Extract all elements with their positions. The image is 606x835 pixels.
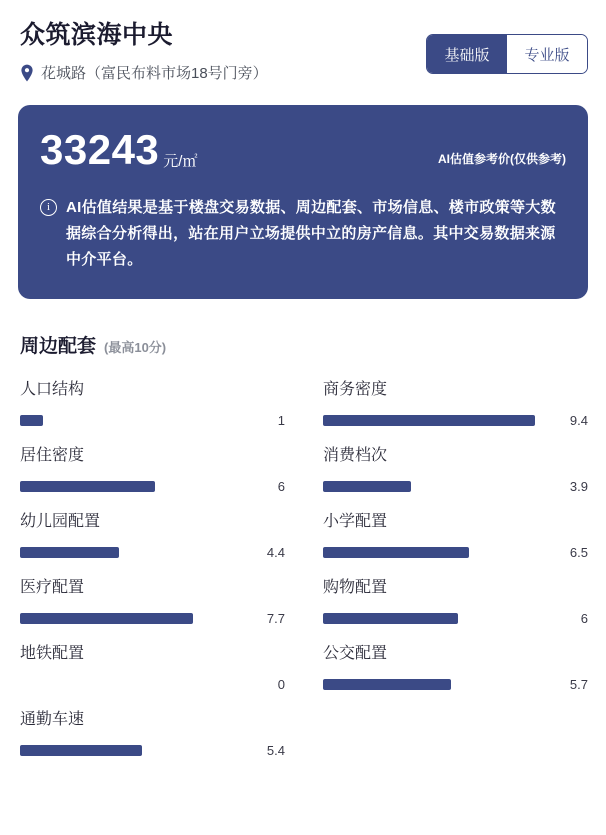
facility-value: 5.7 bbox=[569, 677, 588, 692]
price-unit: 元/㎡ bbox=[163, 153, 198, 170]
facility-item bbox=[323, 508, 588, 560]
tab-pro-version[interactable]: 专业版 bbox=[507, 35, 587, 73]
facility-value: 6 bbox=[580, 611, 588, 626]
price-note: AI估值参考价(仅供参考) bbox=[438, 152, 566, 166]
facility-label: 地铁配置 bbox=[20, 645, 85, 662]
facility-bar-fill bbox=[323, 547, 469, 558]
facility-bar-fill bbox=[323, 481, 411, 492]
facility-item bbox=[323, 574, 588, 626]
ai-valuation-card bbox=[18, 105, 588, 299]
facility-bar-track bbox=[323, 481, 548, 492]
facility-bar-row bbox=[20, 545, 285, 560]
facility-bar-track bbox=[20, 679, 245, 690]
facility-label: 公交配置 bbox=[323, 645, 388, 662]
page-header bbox=[18, 0, 588, 83]
facility-bar-fill bbox=[20, 745, 142, 756]
facility-bar-fill bbox=[20, 547, 119, 558]
price-value: 33243 bbox=[40, 126, 160, 173]
facility-value: 6 bbox=[277, 479, 285, 494]
valuation-description: AI估值结果是基于楼盘交易数据、周边配套、市场信息、楼市政策等大数据综合分析得出，站在用户立场提供中立的房产信息。其中交易数据来源中介平台。 bbox=[66, 199, 556, 268]
facility-bar-track bbox=[20, 745, 245, 756]
facility-value: 0 bbox=[277, 677, 285, 692]
facility-item bbox=[20, 376, 285, 428]
facility-label: 医疗配置 bbox=[20, 579, 85, 596]
facility-bar-row bbox=[20, 413, 285, 428]
facility-value: 9.4 bbox=[569, 413, 588, 428]
facility-value: 4.4 bbox=[266, 545, 285, 560]
page-title: 众筑滨海中央 bbox=[20, 21, 174, 49]
facility-bar-fill bbox=[323, 679, 451, 690]
facility-bar-row bbox=[323, 611, 588, 626]
version-segmented-control[interactable] bbox=[426, 34, 588, 74]
facilities-grid bbox=[18, 376, 588, 758]
facility-label: 居住密度 bbox=[20, 447, 85, 464]
facility-item bbox=[323, 640, 588, 692]
facility-bar-fill bbox=[20, 415, 43, 426]
facility-bar-track bbox=[323, 613, 548, 624]
facility-bar-fill bbox=[20, 481, 155, 492]
facility-label: 通勤车速 bbox=[20, 711, 85, 728]
facility-bar-row bbox=[20, 677, 285, 692]
facility-bar-track bbox=[20, 547, 245, 558]
facility-item bbox=[323, 376, 588, 428]
facility-item bbox=[20, 574, 285, 626]
facility-value: 7.7 bbox=[266, 611, 285, 626]
price-row bbox=[40, 127, 566, 173]
facility-bar-track bbox=[323, 679, 548, 690]
valuation-description-row bbox=[40, 195, 566, 273]
facility-bar-fill bbox=[20, 613, 193, 624]
facility-bar-row bbox=[20, 611, 285, 626]
facility-label: 小学配置 bbox=[323, 513, 388, 530]
facility-bar-row bbox=[20, 479, 285, 494]
facility-label: 购物配置 bbox=[323, 579, 388, 596]
facility-value: 6.5 bbox=[569, 545, 588, 560]
map-pin-icon bbox=[20, 64, 34, 82]
facility-value: 1 bbox=[277, 413, 285, 428]
facility-bar-track bbox=[20, 415, 245, 426]
facility-label: 人口结构 bbox=[20, 381, 85, 398]
tab-basic-version[interactable]: 基础版 bbox=[427, 35, 507, 73]
facility-bar-track bbox=[20, 613, 245, 624]
facility-value: 3.9 bbox=[569, 479, 588, 494]
facility-item bbox=[20, 508, 285, 560]
facility-bar-fill bbox=[323, 613, 458, 624]
facility-bar-track bbox=[323, 547, 548, 558]
facility-item bbox=[323, 442, 588, 494]
facilities-section-header bbox=[18, 331, 588, 358]
facilities-title: 周边配套 bbox=[20, 336, 97, 357]
facility-label: 消费档次 bbox=[323, 447, 388, 464]
facility-bar-row bbox=[20, 743, 285, 758]
facility-label: 幼儿园配置 bbox=[20, 513, 101, 530]
price-left bbox=[40, 127, 197, 173]
facility-bar-row bbox=[323, 545, 588, 560]
facility-item bbox=[20, 442, 285, 494]
facility-bar-track bbox=[323, 415, 548, 426]
facility-bar-row bbox=[323, 479, 588, 494]
address-row bbox=[20, 62, 268, 83]
facility-bar-row bbox=[323, 677, 588, 692]
facility-value: 5.4 bbox=[266, 743, 285, 758]
facility-item bbox=[20, 706, 285, 758]
facility-bar-fill bbox=[323, 415, 535, 426]
facilities-subtitle: (最高10分) bbox=[104, 340, 167, 355]
title-block bbox=[18, 18, 268, 83]
info-circle-icon: i bbox=[40, 199, 57, 216]
facility-bar-row bbox=[323, 413, 588, 428]
facility-item bbox=[20, 640, 285, 692]
address-text: 花城路（富民布料市场18号门旁） bbox=[41, 65, 268, 82]
facility-label: 商务密度 bbox=[323, 381, 388, 398]
facility-bar-track bbox=[20, 481, 245, 492]
